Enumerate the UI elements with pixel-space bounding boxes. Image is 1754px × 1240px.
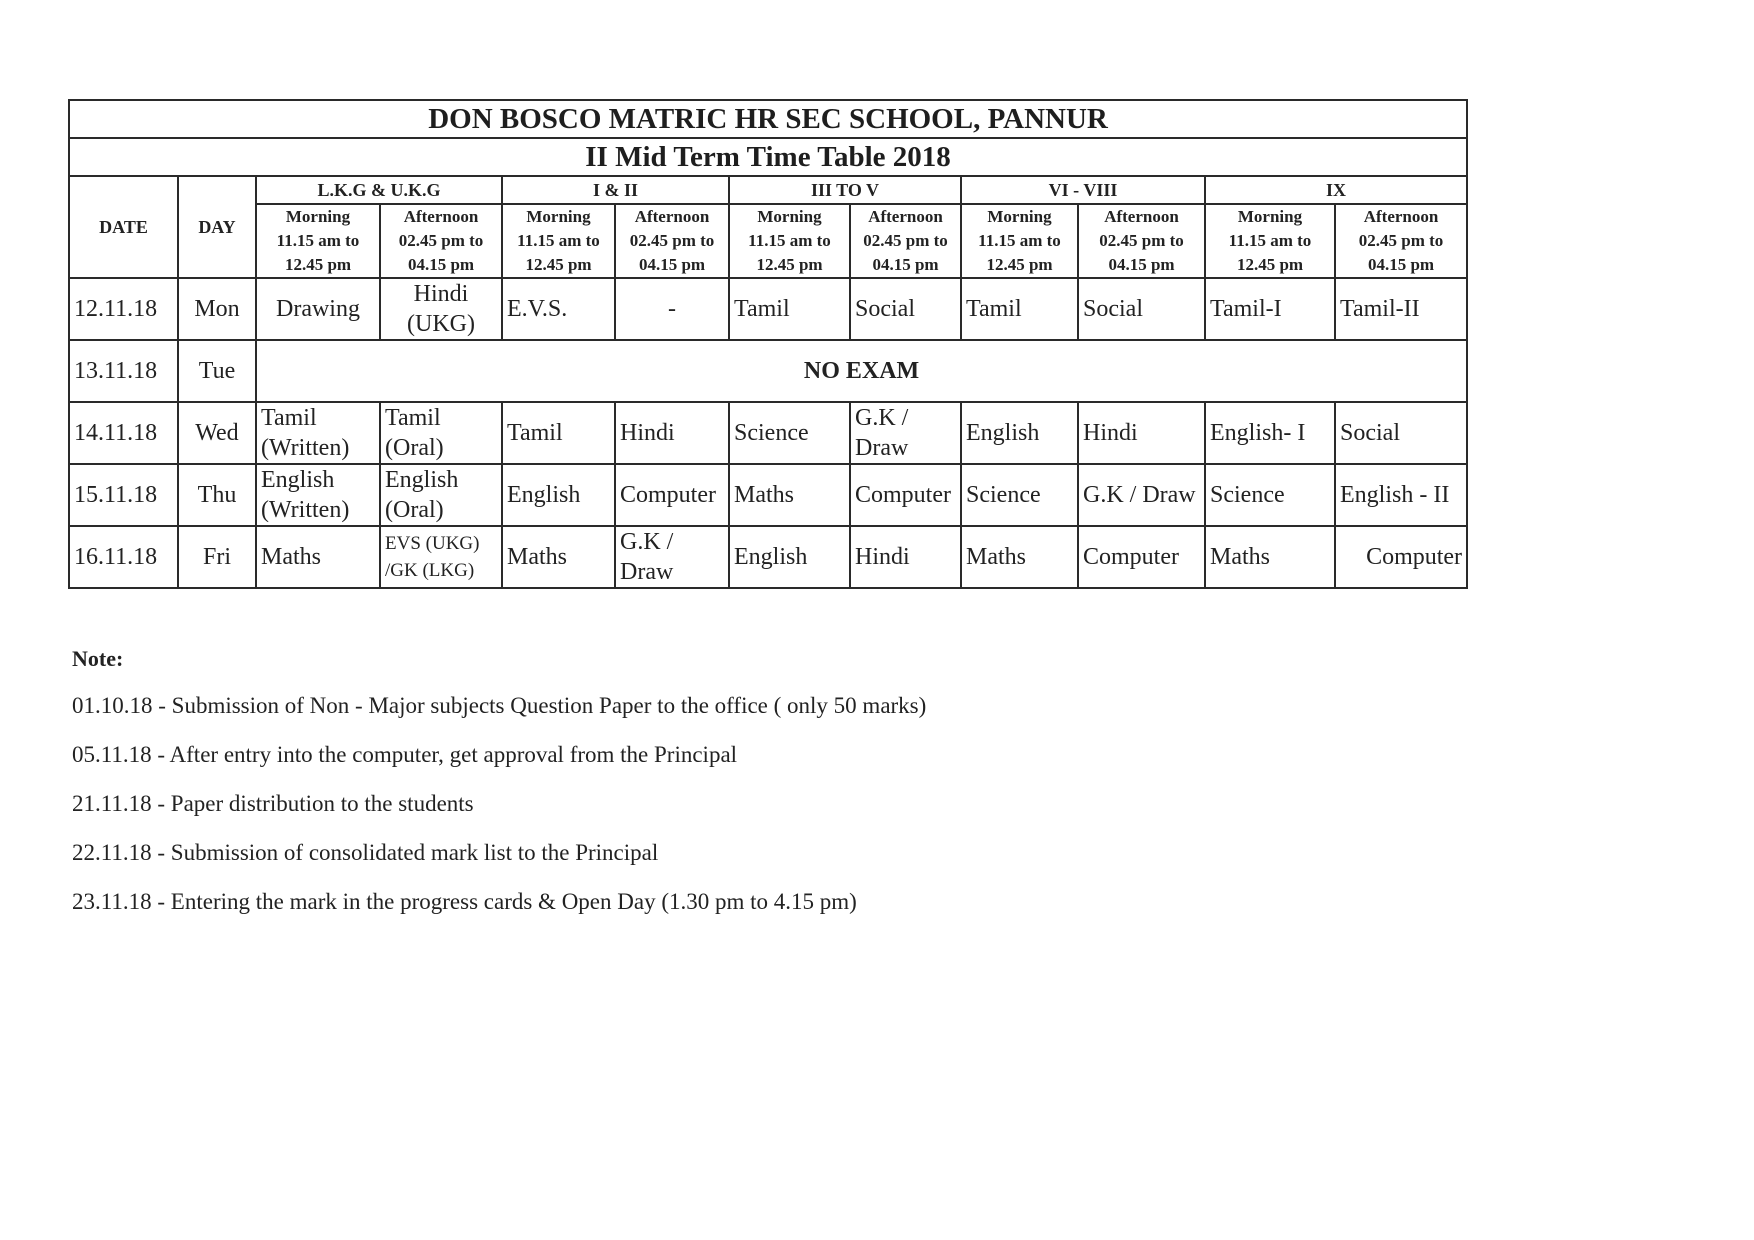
afternoon-session-line: 04.15 pm bbox=[407, 255, 475, 274]
subject-cell bbox=[1335, 278, 1467, 340]
subject-cell bbox=[380, 402, 502, 464]
no-exam-cell: NO EXAM bbox=[256, 340, 1467, 402]
day-cell: Tue bbox=[178, 340, 256, 402]
subject-cell bbox=[1078, 526, 1205, 588]
morning-session-line: 12.45 pm bbox=[1236, 255, 1304, 274]
morning-session-line: Morning bbox=[526, 207, 591, 226]
afternoon-session-line: 02.45 pm to bbox=[629, 231, 715, 250]
subject-cell bbox=[1078, 402, 1205, 464]
subject-cell bbox=[380, 278, 502, 340]
subject-text: English- I bbox=[1210, 420, 1306, 446]
afternoon-session-header bbox=[1078, 204, 1205, 278]
subject-cell bbox=[961, 464, 1078, 526]
table-row bbox=[69, 464, 1467, 526]
subject-cell bbox=[729, 526, 850, 588]
subject-text: (Written) bbox=[261, 497, 350, 523]
class-group-header: I & II bbox=[502, 176, 729, 204]
subject-text: Science bbox=[966, 482, 1041, 508]
table-row bbox=[69, 278, 1467, 340]
subject-cell bbox=[1205, 402, 1335, 464]
table-row bbox=[69, 526, 1467, 588]
afternoon-session-line: Afternoon bbox=[868, 207, 943, 226]
afternoon-session-header bbox=[850, 204, 961, 278]
afternoon-session-line: 04.15 pm bbox=[638, 255, 706, 274]
subject-cell bbox=[502, 402, 615, 464]
subject-cell bbox=[256, 526, 380, 588]
subject-cell bbox=[1335, 402, 1467, 464]
subject-cell bbox=[1335, 526, 1467, 588]
afternoon-session-line: 02.45 pm to bbox=[1099, 231, 1184, 250]
afternoon-session-line: Afternoon bbox=[634, 207, 710, 226]
morning-session-line: 11.15 am to bbox=[1228, 231, 1312, 250]
morning-session-line: 11.15 am to bbox=[517, 231, 600, 250]
morning-session-line: 11.15 am to bbox=[276, 231, 360, 250]
notes-heading: Note: bbox=[72, 646, 124, 671]
subject-text: Tamil bbox=[261, 405, 317, 431]
afternoon-session-header bbox=[380, 204, 502, 278]
subject-text: Draw bbox=[855, 435, 909, 461]
subject-text: Computer bbox=[620, 482, 716, 508]
afternoon-session-line: 04.15 pm bbox=[872, 255, 939, 274]
subject-text: Tamil bbox=[966, 296, 1022, 322]
subject-text: English bbox=[507, 482, 581, 508]
morning-session-header bbox=[961, 204, 1078, 278]
afternoon-session-line: Afternoon bbox=[403, 207, 479, 226]
notes-list bbox=[72, 693, 1172, 938]
afternoon-session-line: Afternoon bbox=[1363, 207, 1439, 226]
subject-text: Tamil-II bbox=[1340, 296, 1420, 322]
afternoon-session-line: 02.45 pm to bbox=[398, 231, 484, 250]
morning-session-line: Morning bbox=[757, 207, 822, 226]
subject-text: Tamil bbox=[734, 296, 790, 322]
morning-session-line: 12.45 pm bbox=[525, 255, 592, 274]
date-cell: 13.11.18 bbox=[69, 340, 178, 402]
subject-text: Social bbox=[1340, 420, 1400, 446]
subject-cell bbox=[1078, 278, 1205, 340]
subject-cell bbox=[729, 402, 850, 464]
subject-cell bbox=[850, 464, 961, 526]
afternoon-session-line: 02.45 pm to bbox=[1358, 231, 1444, 250]
note-item: 05.11.18 - After entry into the computer, get approval from the Principal bbox=[72, 742, 738, 767]
exam-timetable bbox=[68, 99, 1468, 589]
morning-session-line: 11.15 am to bbox=[978, 231, 1061, 250]
date-cell: 14.11.18 bbox=[69, 402, 178, 464]
subject-cell bbox=[850, 402, 961, 464]
subject-cell bbox=[729, 464, 850, 526]
subject-cell bbox=[615, 464, 729, 526]
subject-text: English bbox=[734, 544, 808, 570]
morning-session-line: Morning bbox=[285, 207, 351, 226]
subject-text: /GK (LKG) bbox=[385, 560, 475, 581]
day-cell: Thu bbox=[178, 464, 256, 526]
subject-cell bbox=[961, 526, 1078, 588]
subject-text: Maths bbox=[261, 544, 321, 570]
subject-cell bbox=[502, 464, 615, 526]
morning-session-line: 12.45 pm bbox=[986, 255, 1053, 274]
subject-cell bbox=[1078, 464, 1205, 526]
subject-cell bbox=[256, 464, 380, 526]
subject-cell bbox=[1205, 464, 1335, 526]
subject-cell bbox=[615, 278, 729, 340]
subject-cell bbox=[256, 278, 380, 340]
school-name: DON BOSCO MATRIC HR SEC SCHOOL, PANNUR bbox=[69, 100, 1467, 138]
note-item: 01.10.18 - Submission of Non - Major subjects Question Paper to the office ( only 50 marks) bbox=[72, 693, 927, 718]
subject-text: Hindi bbox=[413, 281, 469, 307]
subject-text: Tamil bbox=[385, 405, 441, 431]
subject-cell bbox=[1335, 464, 1467, 526]
subject-cell bbox=[256, 402, 380, 464]
day-cell: Fri bbox=[178, 526, 256, 588]
subject-text: Hindi bbox=[620, 420, 675, 446]
subject-text: G.K / Draw bbox=[1083, 482, 1196, 508]
subject-text: Tamil bbox=[507, 420, 563, 446]
subject-text: Science bbox=[1210, 482, 1285, 508]
subject-text: English bbox=[385, 467, 459, 493]
subject-text: English - II bbox=[1340, 482, 1450, 508]
date-cell: 12.11.18 bbox=[69, 278, 178, 340]
subject-text: (UKG) bbox=[407, 311, 475, 337]
subject-cell bbox=[961, 278, 1078, 340]
timetable-title: II Mid Term Time Table 2018 bbox=[69, 138, 1467, 176]
afternoon-session-header bbox=[615, 204, 729, 278]
morning-session-line: 12.45 pm bbox=[756, 255, 823, 274]
subject-text: (Written) bbox=[261, 435, 350, 461]
subject-text: E.V.S. bbox=[507, 296, 568, 322]
notes-section bbox=[72, 646, 1172, 938]
class-group-header: VI - VIII bbox=[961, 176, 1205, 204]
subject-text: Social bbox=[1083, 296, 1143, 322]
subject-cell bbox=[961, 402, 1078, 464]
morning-session-header bbox=[1205, 204, 1335, 278]
afternoon-session-line: 02.45 pm to bbox=[863, 231, 948, 250]
subject-text: (Oral) bbox=[385, 435, 444, 461]
subject-text: Hindi bbox=[855, 544, 910, 570]
morning-session-line: Morning bbox=[1237, 207, 1303, 226]
date-column-header: DATE bbox=[69, 176, 178, 278]
morning-session-header bbox=[256, 204, 380, 278]
day-cell: Mon bbox=[178, 278, 256, 340]
subject-cell bbox=[1205, 278, 1335, 340]
day-cell: Wed bbox=[178, 402, 256, 464]
table-row bbox=[69, 340, 1467, 402]
subject-text: Science bbox=[734, 420, 809, 446]
subject-text: Computer bbox=[1366, 544, 1463, 570]
subject-text: Computer bbox=[855, 482, 951, 508]
class-group-header: L.K.G & U.K.G bbox=[256, 176, 502, 204]
subject-text: EVS (UKG) bbox=[385, 533, 480, 554]
afternoon-session-header bbox=[1335, 204, 1467, 278]
date-cell: 15.11.18 bbox=[69, 464, 178, 526]
subject-text: Hindi bbox=[1083, 420, 1138, 446]
afternoon-session-line: 04.15 pm bbox=[1108, 255, 1175, 274]
morning-session-header bbox=[502, 204, 615, 278]
subject-text: Maths bbox=[507, 544, 567, 570]
subject-cell bbox=[850, 278, 961, 340]
class-group-header: IX bbox=[1205, 176, 1467, 204]
subject-cell bbox=[615, 526, 729, 588]
subject-cell bbox=[502, 526, 615, 588]
subject-text: Drawing bbox=[276, 296, 360, 322]
morning-session-line: Morning bbox=[987, 207, 1052, 226]
subject-text: Tamil-I bbox=[1210, 296, 1282, 322]
morning-session-line: 11.15 am to bbox=[748, 231, 831, 250]
day-column-header: DAY bbox=[178, 176, 256, 278]
date-cell: 16.11.18 bbox=[69, 526, 178, 588]
table-row bbox=[69, 402, 1467, 464]
subject-text: G.K / bbox=[620, 529, 674, 555]
note-item: 23.11.18 - Entering the mark in the progress cards & Open Day (1.30 pm to 4.15 pm) bbox=[72, 889, 857, 914]
subject-cell bbox=[850, 526, 961, 588]
subject-text: Computer bbox=[1083, 544, 1179, 570]
subject-cell bbox=[1205, 526, 1335, 588]
morning-session-header bbox=[729, 204, 850, 278]
subject-text: Maths bbox=[1210, 544, 1270, 570]
subject-cell bbox=[729, 278, 850, 340]
subject-text: Maths bbox=[734, 482, 794, 508]
subject-text: English bbox=[261, 467, 335, 493]
subject-cell bbox=[380, 464, 502, 526]
afternoon-session-line: 04.15 pm bbox=[1367, 255, 1435, 274]
subject-text: - bbox=[668, 296, 676, 322]
subject-cell bbox=[502, 278, 615, 340]
subject-text: Maths bbox=[966, 544, 1026, 570]
subject-text: (Oral) bbox=[385, 497, 444, 523]
subject-text: G.K / bbox=[855, 405, 909, 431]
subject-text: English bbox=[966, 420, 1040, 446]
subject-cell bbox=[615, 402, 729, 464]
subject-cell bbox=[380, 526, 502, 588]
morning-session-line: 12.45 pm bbox=[284, 255, 352, 274]
note-item: 22.11.18 - Submission of consolidated mark list to the Principal bbox=[72, 840, 659, 865]
class-group-header: III TO V bbox=[729, 176, 961, 204]
note-item: 21.11.18 - Paper distribution to the students bbox=[72, 791, 474, 816]
subject-text: Social bbox=[855, 296, 915, 322]
afternoon-session-line: Afternoon bbox=[1104, 207, 1179, 226]
subject-text: Draw bbox=[620, 559, 674, 585]
